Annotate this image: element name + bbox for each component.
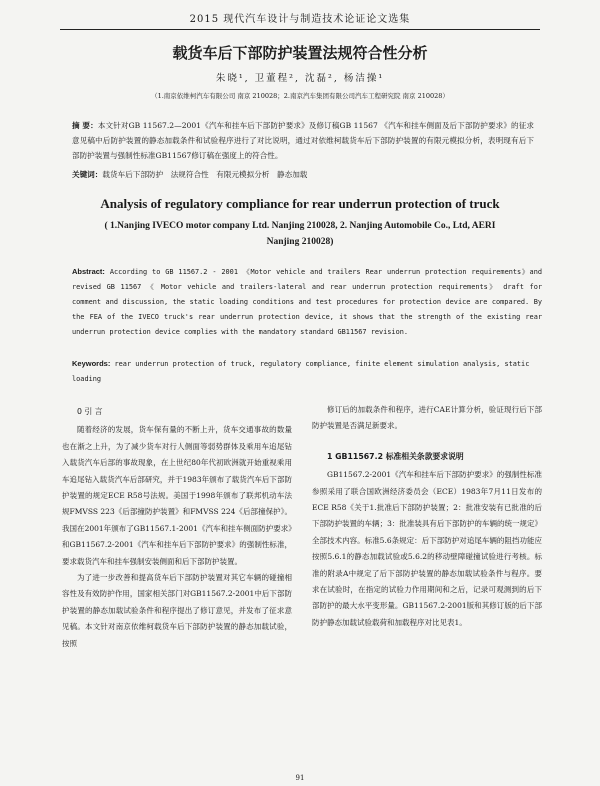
keywords-en	[72, 356, 542, 387]
abstract-cn-label: 摘 要：	[72, 121, 98, 130]
body-paragraph: 修订后的加载条件和程序，进行CAE计算分析，验证现行后下部防护装置是否满足新要求。	[312, 405, 542, 431]
keywords-en-text: rear underrun protection of truck, regulatory compliance, finite element simulation analysis, static loading	[72, 360, 530, 383]
abstract-en	[72, 264, 542, 340]
section-heading-1: 1 GB11567.2 标准相关条款要求说明	[327, 451, 464, 461]
abstract-en-label: Abstract:	[72, 267, 105, 276]
page-number: 91	[295, 774, 305, 782]
keywords-cn-text: 载货车后下部防护 法规符合性 有限元模拟分析 静态加载	[102, 170, 308, 179]
body-paragraph: 随着经济的发展，货车保有量的不断上升，货车交通事故的数量也在渐之上升，为了减少货车对行人侧面等弱势群体及乘用车追尾钻入载货汽车后部的事故现象，在上世纪80年代初欧洲就开始重视乘用车追尾钻入载货汽车后部研究，并于1983年颁布了载货汽车后下部防护装置的规定ECE R58号法规。美国于1998年颁布了联邦机动车法规FMVSS 223《后部撞防护装置》和FMVSS 224《后部撞保护》。我国在2001年颁布了GB11567.1-2001《汽车和挂车侧面防护要求》和GB11567.2-2001《汽车和挂车后下部防护要求》的强制性标准，要求载货汽车和挂车强制安装侧面和后下部防护装置。	[62, 425, 292, 566]
abstract-en-text: According to GB 11567.2 - 2001 《Motor vehicle and trailers Rear underrun protection requirements》and revised GB 11567 《 Motor vehicle and trailers-lateral and rear underrun protection requirements》 draft for comment and discussion, the static loading conditions and test procedures for protection device are compared. By the FEA of the IVECO truck's rear underrun protection device, it shows that the strength of the existing rear underrun protection device complies with the mandatory standard GB11567 revision.	[72, 268, 542, 336]
running-head: 2015 现代汽车设计与制造技术论证论文选集	[60, 10, 540, 30]
authors-cn: 朱晓¹, 卫董程², 沈磊², 杨洁操¹	[215, 73, 385, 84]
affiliations-en: ( 1.Nanjing IVECO motor company Ltd. Nanjing 210028, 2. Nanjing Automobile Co., Ltd, AERI Nanjing 210028)	[104, 221, 496, 247]
abstract-cn-text: 本文针对GB 11567.2—2001《汽车和挂车后下部防护要求》及修订稿GB 11567 《汽车和挂车侧面及后下部防护要求》的征求意见稿中后防护装置的静态加载条件和试验程序进行了对比说明，通过对依维柯载货车后下部防护装置的有限元模拟分析，表明现有后下部防护装置与强制性标准GB11567修订稿在强度上的符合性。	[72, 121, 534, 160]
affiliations-cn: （1.南京依维柯汽车有限公司 南京 210028；2.南京汽车集团有限公司汽车工程研究院 南京 210028）	[151, 92, 449, 100]
paper-title-en: Analysis of regulatory compliance for rear underrun protection of truck	[100, 196, 500, 211]
paper-title-cn: 载货车后下部防护装置法规符合性分析	[172, 44, 428, 62]
keywords-en-label: Keywords:	[72, 359, 111, 368]
body-paragraph: GB11567.2-2001《汽车和挂车后下部防护要求》的强制性标准参照采用了联合国欧洲经济委员会（ECE）1983年7月11日发布的ECE R58《关于1.批准后下部防护装置；2：批准安装有已批准的后下部防护装置的车辆；3：批准装具有后下部防护的车辆的统一规定》全部技术内容。标准5.6条规定：后下部防护对追尾车辆的阻挡功能应按照5.6.1的静态加载试验或5.6.2的移动壁障碰撞试验进行考核。标准的附录A中规定了后下部防护装置的静态加载试验条件与程序。要求在试验时，在指定的试验力作用期间和之后，记录可观测到的后下部防护的最大水平变形量。GB11567.2-2001版和其修订版的后下部防护静态加载试验载荷和加载程序对比见表1。	[312, 470, 542, 627]
keywords-cn	[72, 168, 534, 181]
section-gap	[312, 435, 542, 447]
keywords-cn-label: 关键词：	[72, 170, 103, 179]
body-paragraph: 为了进一步改善和提高货车后下部防护装置对其它车辆的碰撞相容性及有效防护作用，国家相关部门对GB11567.2-2001中后下部防护装置的静态加载试验条件和程序提出了修订意见，并发布了征求意见稿。本文针对南京依维柯载货车后下部防护装置的静态加载试验，按照	[62, 573, 292, 648]
abstract-cn	[72, 118, 534, 163]
body-column-right	[312, 402, 542, 631]
section-heading-intro: 0 引 言	[77, 407, 103, 416]
body-column-left	[62, 402, 292, 652]
